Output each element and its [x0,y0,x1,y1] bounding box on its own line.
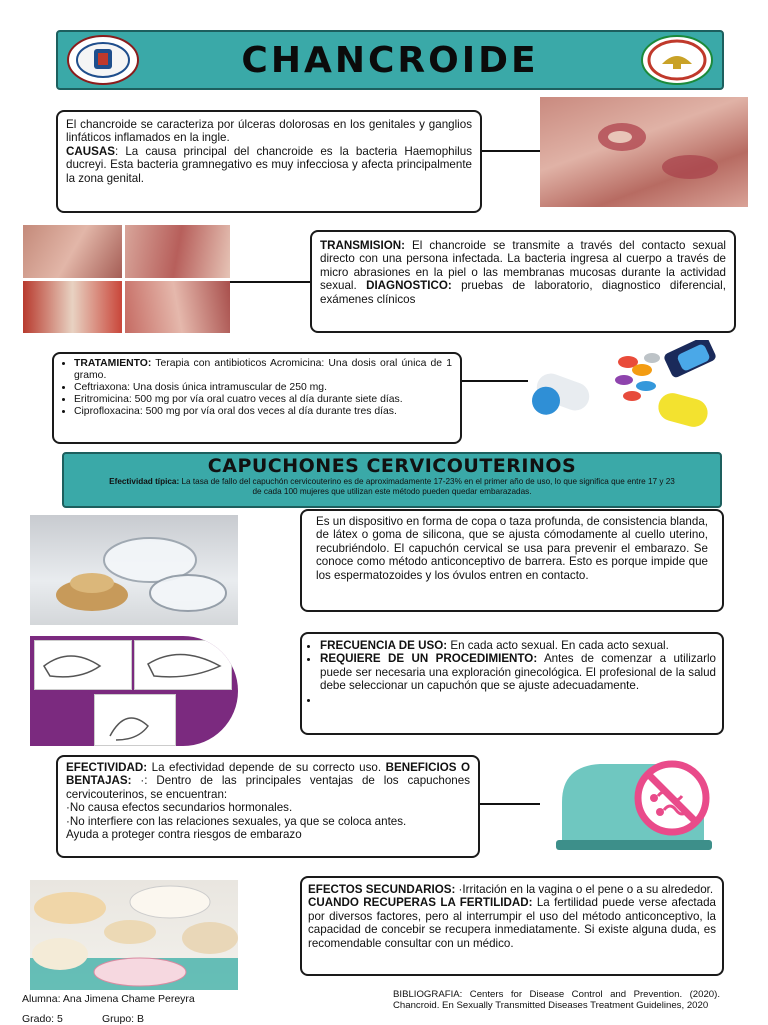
tratamiento-label: TRATAMIENTO: [74,358,152,369]
causas-text: : La causa principal del chancroide es la bacteria Haemophilus ducreyi. Esta bacteria gramnegativo es muy infecciosa y afecta principalmente la zona genital. [66,144,472,185]
frecuencia-text: En cada acto sexual. En cada acto sexual. [447,639,669,652]
procedimiento-text: Antes de comenzar a utilizarlo puede ser necesaria una exploración ginecológica. El profesional de la salud debe seleccionar un capuchón que se ajuste adecuadamente. [320,652,716,693]
diagnostico-text: pruebas de laboratorio, diagnostico diferencial, exámenes clínicos [320,279,726,306]
efectos-box [300,876,724,976]
list-item [320,693,716,706]
list-item [320,652,716,692]
efectividad-box [56,755,480,858]
beneficio-3: Ayuda a proteger contra riesgos de embarazo [66,828,302,842]
clinical-photo-3 [23,281,122,333]
beneficios-label: BENEFICIOS O BENTAJAS: [66,761,470,788]
ulcer-photo [540,97,748,207]
list-item [320,639,716,652]
connector-line [482,150,540,152]
clinical-photo-1 [23,225,122,278]
caps-assortment-photo [30,880,238,990]
right-school-seal [640,34,714,86]
efectividad-label: EFECTIVIDAD: [66,761,148,774]
descripcion-box [300,509,724,612]
efectos-label: EFECTOS SECUNDARIOS: [308,883,456,896]
transmision-text: El chancroide se transmite a través del contacto sexual directo con una persona infectada. La bacteria ingresa al cuerpo a través de micro abrasiones en la piel o las membranas mucosas durante la actividad sexual. [320,239,726,293]
capuchones-title: CAPUCHONES CERVICOUTERINOS [207,455,577,477]
frecuencia-label: FRECUENCIA DE USO: [320,639,448,652]
connector-line [462,380,528,382]
efectividad-text: La efectividad depende de su correcto uso. [147,761,382,774]
beneficio-2: ·No interfiere con las relaciones sexuales, ya que se coloca antes. [66,814,407,828]
clinical-photo-2 [125,225,230,278]
diagnostico-label: DIAGNOSTICO: [366,279,452,293]
descripcion-text: Es un dispositivo en forma de copa o taza profunda, de consistencia blanda, de látex o goma de silicona, que se ajusta cómodamente al cuello uterino, recubriéndolo. El capuchón cervical se usa para prevenir el embarazo. Se conoce como método anticonceptivo de barrera. Esto es porque impide que los espermatozoides y los óvulos entren en contacto. [316,515,708,582]
bibliography: BIBLIOGRAFIA: Centers for Disease Control and Prevention. (2020). Chancroid. En Sexually Transmitted Diseases Treatment Guidelines, 2020 [393,989,720,1012]
list-item: • Ceftriaxona: Una dosis única intramuscular de 250 mg. [74,382,452,394]
grade: Grado: 5 [22,1013,63,1025]
frecuencia-box [300,632,724,735]
insertion-diagram [30,636,238,746]
efectividad-tipica [64,477,720,497]
header-banner [56,30,724,90]
list-item: • Ciprofloxacina: 500 mg por vía oral dos veces al día durante tres días. [74,406,452,418]
page-title: CHANCROIDE [241,40,539,81]
fertilidad-text: La fertilidad puede verse afectada por diversos factores, pero al interrumpir el uso del método anticonceptivo, la capacidad de concebir se recupera inmediatamente. Si existe alguna duda, es recomendable consultar con un médico. [308,896,716,950]
tratamiento-box [52,352,462,444]
clinical-photo-4 [125,281,230,333]
left-school-seal [66,34,140,86]
group: Grupo: B [102,1013,145,1025]
procedimiento-label: REQUIERE DE UN PROCEDIMIENTO: [320,652,538,666]
intro-box [56,110,482,213]
causas-label: CAUSAS [66,144,115,158]
student-name: Alumna: Ana Jimena Chame Pereyra [22,993,195,1005]
tratamiento-list [62,358,452,418]
list-item: • Eritromicina: 500 mg por vía oral cuatro veces al día durante siete días. [74,394,452,406]
transmision-label: TRANSMISION: [320,239,406,252]
intro-text: El chancroide se caracteriza por úlceras dolorosas en los genitales y ganglios linfáticos inflamados en la ingle. [66,118,472,145]
contraception-icon [540,748,746,858]
cervical-cap-photo [30,515,238,625]
beneficios-text: ·: Dentro de las principales ventajas de los capuchones cervicouterinos, se encuentran: [66,774,470,801]
fertilidad-label: CUANDO RECUPERAS LA FERTILIDAD: [308,896,533,910]
transmision-box [310,230,736,333]
list-item: • TRATAMIENTO: Terapia con antibioticos Acromicina: Una dosis oral única de 1 gramo. [74,358,452,382]
frecuencia-list [308,639,716,706]
pills-image [528,340,718,440]
beneficio-1: ·No causa efectos secundarios hormonales. [66,801,293,815]
efectividad-tipica-label: Efectividad típica: [109,477,180,486]
efectos-text: ·Irritación en la vagina o el pene o a su alrededor. [455,883,714,896]
connector-line [480,803,540,805]
capuchones-banner [62,452,722,508]
efectividad-tipica-text: La tasa de fallo del capuchón cervicouterino es de aproximadamente 17-23% en el primer año de uso, lo que significa que entre 17 y 23 de cada 100 mujeres que utilizan este método pueden quedar embarazadas. [179,477,675,496]
connector-line [230,281,310,283]
